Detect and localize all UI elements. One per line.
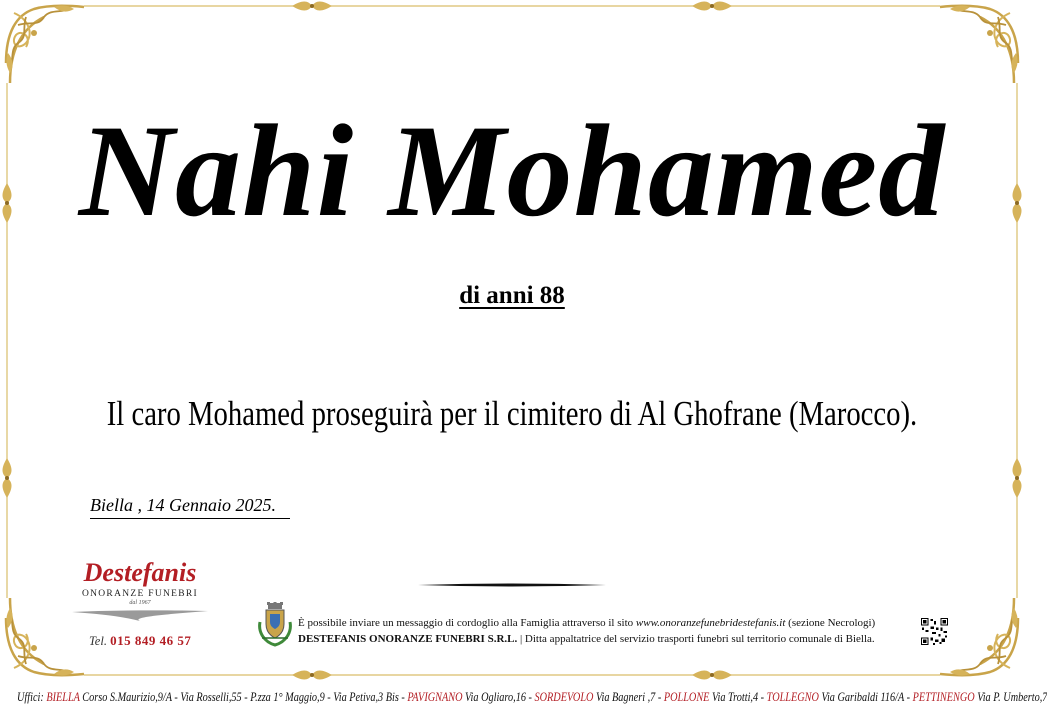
office-address: Via Garibaldi 116/A - bbox=[818, 690, 913, 704]
logo-subtitle: ONORANZE FUNEBRI bbox=[81, 589, 199, 599]
office-town: PAVIGNANO bbox=[407, 690, 463, 704]
place-date: Biella , 14 Gennaio 2025. bbox=[90, 495, 290, 519]
divider-line bbox=[418, 583, 606, 587]
office-address: Via Trotti,4 - bbox=[709, 690, 767, 704]
office-address: Via Ogliaro,16 - bbox=[462, 690, 535, 704]
office-town: BIELLA bbox=[46, 690, 80, 704]
office-town: TOLLEGNO bbox=[766, 690, 819, 704]
logo-since: dal 1967 bbox=[129, 600, 151, 606]
age-text: di anni 88 bbox=[459, 282, 565, 309]
offices-footer bbox=[17, 690, 1047, 705]
office-town: PETTINENGO bbox=[912, 690, 975, 704]
logo-swoosh bbox=[70, 608, 210, 622]
municipal-crest-icon bbox=[256, 602, 294, 646]
offices-label: Uffici: bbox=[17, 690, 47, 704]
office-address: Via Bagneri ,7 - bbox=[593, 690, 664, 704]
tel-label: Tel. bbox=[89, 634, 107, 648]
logo-name: Destefanis bbox=[83, 558, 197, 587]
office-town: SORDEVOLO bbox=[534, 690, 594, 704]
tel-number: 015 849 46 57 bbox=[110, 633, 192, 648]
company-logo bbox=[68, 560, 212, 622]
website-link[interactable]: www.onoranzefunebridestefanis.it bbox=[635, 617, 786, 629]
company-phone bbox=[89, 633, 191, 649]
office-address: Via P. Umberto,7 bbox=[974, 690, 1047, 704]
notice-suffix: (sezione Necrologi) bbox=[785, 617, 876, 629]
announcement-message: Il caro Mohamed proseguirà per il cimitero di Al Ghofrane (Marocco). bbox=[106, 394, 918, 433]
office-town: POLLONE bbox=[663, 690, 710, 704]
condolence-notice bbox=[298, 615, 920, 647]
notice-text: È possibile inviare un messaggio di cordoglio alla Famiglia attraverso il sito bbox=[298, 617, 636, 629]
qr-code-icon[interactable] bbox=[921, 618, 948, 645]
company-legal-name: DESTEFANIS ONORANZE FUNEBRI S.R.L. bbox=[298, 633, 518, 645]
company-description: | Ditta appaltatrice del servizio trasporti funebri sul territorio comunale di Biella. bbox=[517, 633, 875, 645]
deceased-name: Nahi Mohamed bbox=[78, 97, 946, 244]
office-address: Corso S.Maurizio,9/A - Via Rosselli,55 - P.zza 1° Maggio,9 - Via Petiva,3 Bis - bbox=[79, 690, 408, 704]
